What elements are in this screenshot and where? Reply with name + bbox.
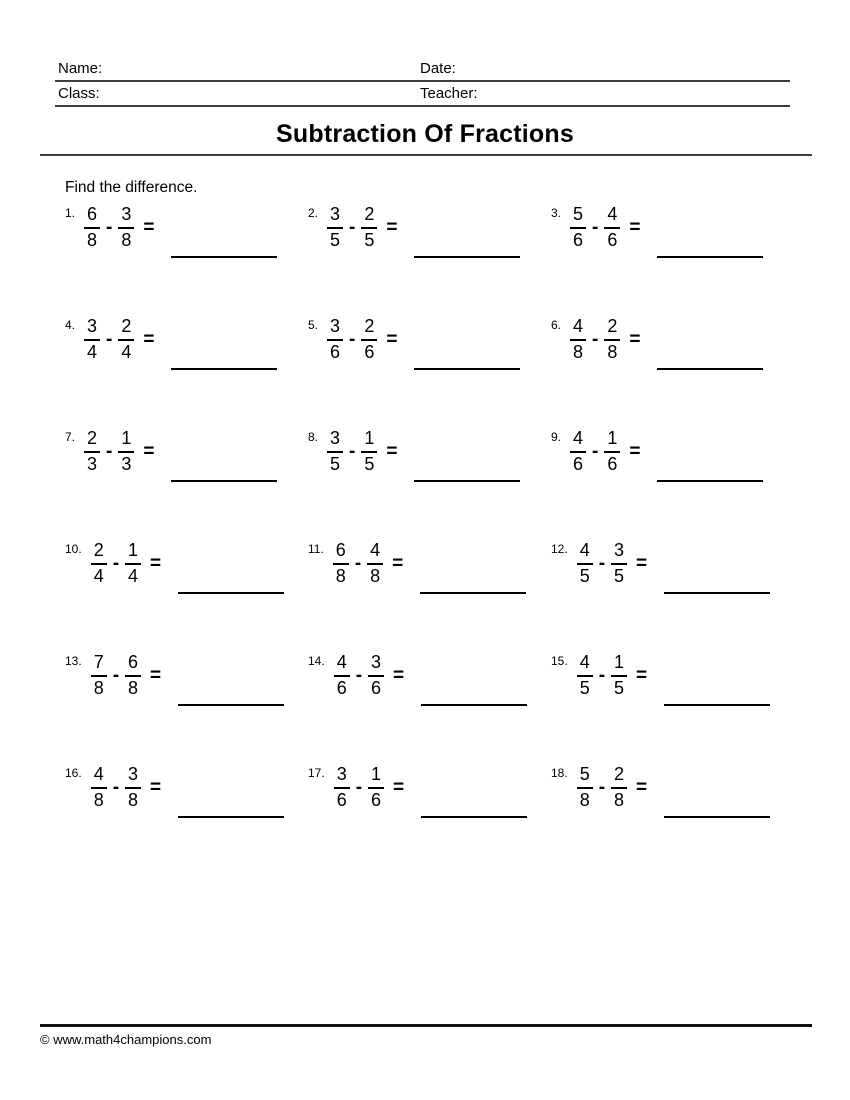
problem-expression (577, 540, 647, 588)
subtrahend-denominator: 8 (614, 790, 625, 810)
subtrahend-denominator: 5 (614, 678, 625, 698)
minuend-fraction (333, 541, 349, 587)
equals-sign: = (386, 217, 398, 238)
subtrahend-fraction (125, 541, 141, 587)
problem-item (308, 540, 551, 596)
subtrahend-denominator: 8 (607, 342, 618, 362)
equals-sign: = (393, 665, 405, 686)
minuend-numerator: 2 (87, 428, 98, 449)
minus-sign: - (106, 329, 113, 350)
minuend-fraction (91, 541, 107, 587)
minuend-denominator: 6 (336, 678, 347, 698)
problem-expression (84, 428, 154, 476)
problem-expression (570, 316, 640, 364)
equals-sign: = (143, 329, 155, 350)
problem-expression (577, 764, 647, 812)
subtrahend-fraction (368, 765, 384, 811)
subtrahend-denominator: 8 (370, 566, 381, 586)
minuend-fraction (84, 429, 100, 475)
subtrahend-fraction (361, 317, 377, 363)
minuend-fraction (327, 429, 343, 475)
minuend-numerator: 3 (87, 316, 98, 337)
minuend-denominator: 6 (330, 342, 341, 362)
answer-blank-line (414, 316, 520, 370)
subtrahend-numerator: 3 (121, 204, 132, 225)
name-label: Name: (58, 60, 103, 77)
page-title: Subtraction Of Fractions (276, 120, 574, 148)
answer-blank-line (664, 764, 770, 818)
problem-expression (327, 316, 397, 364)
subtrahend-numerator: 3 (614, 540, 625, 561)
problem-number: 6. (551, 318, 562, 332)
subtrahend-fraction (118, 205, 134, 251)
subtrahend-fraction (118, 317, 134, 363)
subtrahend-numerator: 1 (614, 652, 625, 673)
problem-item (551, 540, 794, 596)
answer-blank-line (178, 540, 284, 594)
minuend-denominator: 8 (579, 790, 590, 810)
minuend-denominator: 8 (93, 790, 104, 810)
subtrahend-numerator: 1 (607, 428, 618, 449)
minuend-numerator: 6 (335, 540, 346, 561)
answer-blank-line (178, 652, 284, 706)
title-divider (40, 154, 812, 156)
problem-item (308, 764, 551, 820)
problem-number: 10. (65, 542, 82, 556)
subtrahend-fraction (611, 653, 627, 699)
problem-expression (84, 316, 154, 364)
problem-number: 8. (308, 430, 319, 444)
minuend-numerator: 4 (579, 652, 590, 673)
problem-item (551, 428, 794, 484)
subtrahend-denominator: 4 (128, 566, 139, 586)
minuend-fraction (570, 429, 586, 475)
subtrahend-denominator: 6 (607, 230, 618, 250)
problem-number: 3. (551, 206, 562, 220)
minuend-numerator: 3 (336, 764, 347, 785)
minuend-numerator: 4 (579, 540, 590, 561)
problem-number: 11. (308, 542, 324, 556)
problem-number: 15. (551, 654, 568, 668)
minuend-numerator: 3 (330, 316, 341, 337)
problem-number: 12. (551, 542, 568, 556)
subtrahend-numerator: 1 (371, 764, 382, 785)
answer-blank-line (657, 204, 763, 258)
equals-sign: = (143, 217, 155, 238)
subtrahend-numerator: 3 (371, 652, 382, 673)
name-date-row (55, 60, 790, 82)
answer-blank-line (171, 204, 277, 258)
subtrahend-numerator: 4 (370, 540, 381, 561)
minuend-fraction (91, 653, 107, 699)
subtrahend-denominator: 6 (371, 790, 382, 810)
subtrahend-numerator: 1 (121, 428, 132, 449)
minuend-denominator: 8 (335, 566, 346, 586)
problem-number: 18. (551, 766, 568, 780)
minuend-denominator: 6 (573, 454, 584, 474)
subtrahend-numerator: 2 (364, 316, 375, 337)
minus-sign: - (106, 441, 113, 462)
problem-item (65, 204, 308, 260)
footer-divider (40, 1024, 812, 1047)
equals-sign: = (392, 553, 404, 574)
minuend-denominator: 5 (579, 678, 590, 698)
subtrahend-denominator: 8 (121, 230, 132, 250)
subtrahend-fraction (611, 541, 627, 587)
subtrahend-numerator: 6 (128, 652, 139, 673)
minuend-numerator: 7 (93, 652, 104, 673)
answer-blank-line (414, 204, 520, 258)
subtrahend-fraction (604, 317, 620, 363)
minuend-numerator: 4 (573, 316, 584, 337)
problem-item (65, 316, 308, 372)
answer-blank-line (421, 652, 527, 706)
subtrahend-fraction (118, 429, 134, 475)
problem-expression (333, 540, 403, 588)
problem-number: 13. (65, 654, 82, 668)
minus-sign: - (598, 777, 606, 798)
minuend-fraction (577, 653, 593, 699)
problem-item (308, 652, 551, 708)
minuend-numerator: 4 (93, 764, 104, 785)
subtrahend-numerator: 2 (364, 204, 375, 225)
problem-item (551, 316, 794, 372)
problem-item (65, 652, 308, 708)
problem-number: 4. (65, 318, 76, 332)
minuend-numerator: 6 (87, 204, 98, 225)
minuend-numerator: 5 (579, 764, 590, 785)
minus-sign: - (355, 665, 363, 686)
problem-expression (334, 764, 404, 812)
problem-expression (570, 204, 640, 252)
problem-number: 1. (65, 206, 76, 220)
problems-grid (65, 204, 850, 820)
minus-sign: - (349, 441, 356, 462)
subtrahend-fraction (368, 653, 384, 699)
date-label: Date: (420, 60, 456, 77)
minuend-numerator: 3 (330, 204, 341, 225)
equals-sign: = (143, 441, 155, 462)
problem-item (65, 428, 308, 484)
instruction-text: Find the difference. (65, 179, 198, 196)
subtrahend-denominator: 8 (128, 678, 139, 698)
minuend-denominator: 4 (93, 566, 104, 586)
answer-blank-line (178, 764, 284, 818)
minuend-denominator: 5 (330, 454, 341, 474)
teacher-label: Teacher: (420, 85, 478, 102)
subtrahend-numerator: 3 (128, 764, 139, 785)
problem-expression (91, 540, 161, 588)
equals-sign: = (386, 441, 398, 462)
subtrahend-fraction (604, 205, 620, 251)
subtrahend-numerator: 2 (121, 316, 132, 337)
equals-sign: = (629, 217, 641, 238)
minus-sign: - (349, 329, 356, 350)
subtrahend-denominator: 6 (371, 678, 382, 698)
equals-sign: = (150, 553, 162, 574)
problem-expression (91, 652, 161, 700)
problem-item (65, 764, 308, 820)
subtrahend-fraction (367, 541, 383, 587)
minuend-denominator: 5 (579, 566, 590, 586)
subtrahend-denominator: 3 (121, 454, 132, 474)
minuend-fraction (84, 205, 100, 251)
problem-item (308, 316, 551, 372)
problem-expression (577, 652, 647, 700)
minus-sign: - (112, 553, 120, 574)
minuend-numerator: 3 (330, 428, 341, 449)
minuend-fraction (334, 765, 350, 811)
minus-sign: - (592, 441, 599, 462)
problem-expression (570, 428, 640, 476)
subtrahend-fraction (361, 429, 377, 475)
minuend-fraction (577, 541, 593, 587)
answer-blank-line (657, 316, 763, 370)
subtrahend-denominator: 5 (614, 566, 625, 586)
equals-sign: = (150, 777, 162, 798)
minuend-fraction (84, 317, 100, 363)
minus-sign: - (355, 777, 363, 798)
equals-sign: = (629, 329, 641, 350)
subtrahend-fraction (611, 765, 627, 811)
subtrahend-fraction (604, 429, 620, 475)
equals-sign: = (393, 777, 405, 798)
answer-blank-line (420, 540, 526, 594)
copyright-text: © www.math4champions.com (40, 1032, 212, 1047)
minuend-denominator: 8 (87, 230, 98, 250)
minuend-numerator: 5 (573, 204, 584, 225)
equals-sign: = (636, 553, 648, 574)
problem-expression (327, 204, 397, 252)
problem-expression (327, 428, 397, 476)
subtrahend-numerator: 2 (614, 764, 625, 785)
class-label: Class: (58, 85, 100, 102)
subtrahend-denominator: 5 (364, 230, 375, 250)
minus-sign: - (592, 217, 599, 238)
minuend-denominator: 4 (87, 342, 98, 362)
problem-item (551, 652, 794, 708)
problem-item (551, 204, 794, 260)
problem-number: 16. (65, 766, 82, 780)
problem-item (308, 428, 551, 484)
problem-expression (91, 764, 161, 812)
header-fields (55, 60, 790, 107)
minus-sign: - (598, 553, 606, 574)
class-teacher-row (55, 85, 790, 107)
minuend-fraction (91, 765, 107, 811)
subtrahend-fraction (125, 765, 141, 811)
minuend-fraction (327, 205, 343, 251)
minuend-fraction (570, 317, 586, 363)
subtrahend-denominator: 5 (364, 454, 375, 474)
problem-expression (84, 204, 154, 252)
subtrahend-numerator: 1 (128, 540, 139, 561)
problem-item (65, 540, 308, 596)
minuend-denominator: 5 (330, 230, 341, 250)
subtrahend-numerator: 2 (607, 316, 618, 337)
problem-number: 9. (551, 430, 562, 444)
answer-blank-line (171, 428, 277, 482)
minuend-fraction (570, 205, 586, 251)
minuend-denominator: 8 (93, 678, 104, 698)
problem-number: 5. (308, 318, 319, 332)
minus-sign: - (598, 665, 606, 686)
minuend-numerator: 4 (573, 428, 584, 449)
equals-sign: = (150, 665, 162, 686)
minus-sign: - (112, 665, 120, 686)
subtrahend-denominator: 4 (121, 342, 132, 362)
answer-blank-line (657, 428, 763, 482)
problem-number: 14. (308, 654, 325, 668)
problem-item (551, 764, 794, 820)
subtrahend-numerator: 4 (607, 204, 618, 225)
minus-sign: - (592, 329, 599, 350)
equals-sign: = (636, 665, 648, 686)
minuend-denominator: 6 (573, 230, 584, 250)
answer-blank-line (664, 652, 770, 706)
problem-number: 2. (308, 206, 319, 220)
answer-blank-line (421, 764, 527, 818)
minuend-numerator: 2 (93, 540, 104, 561)
problem-item (308, 204, 551, 260)
equals-sign: = (386, 329, 398, 350)
problem-number: 17. (308, 766, 325, 780)
minuend-fraction (577, 765, 593, 811)
subtrahend-denominator: 6 (607, 454, 618, 474)
answer-blank-line (171, 316, 277, 370)
minus-sign: - (354, 553, 362, 574)
minuend-fraction (334, 653, 350, 699)
subtrahend-fraction (125, 653, 141, 699)
equals-sign: = (629, 441, 641, 462)
minuend-denominator: 3 (87, 454, 98, 474)
problem-number: 7. (65, 430, 76, 444)
subtrahend-fraction (361, 205, 377, 251)
subtrahend-denominator: 6 (364, 342, 375, 362)
minus-sign: - (349, 217, 356, 238)
minus-sign: - (112, 777, 120, 798)
minuend-denominator: 8 (573, 342, 584, 362)
answer-blank-line (664, 540, 770, 594)
subtrahend-denominator: 8 (128, 790, 139, 810)
problem-expression (334, 652, 404, 700)
answer-blank-line (414, 428, 520, 482)
equals-sign: = (636, 777, 648, 798)
minuend-denominator: 6 (336, 790, 347, 810)
minus-sign: - (106, 217, 113, 238)
subtrahend-numerator: 1 (364, 428, 375, 449)
minuend-numerator: 4 (336, 652, 347, 673)
minuend-fraction (327, 317, 343, 363)
